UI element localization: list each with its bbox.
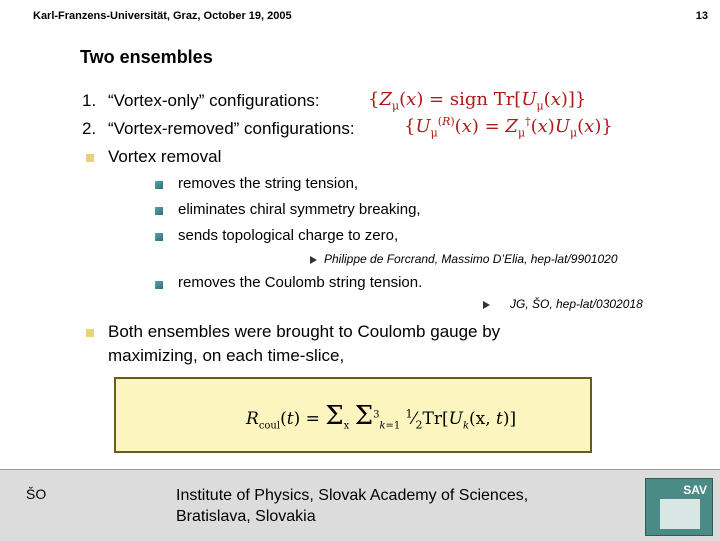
institute-line-1: Institute of Physics, Slovak Academy of Sciences, <box>176 487 529 504</box>
sub-item: removes the Coulomb string tension. <box>178 274 423 291</box>
item-number: 1. <box>82 91 97 110</box>
institute-text <box>176 485 528 527</box>
reference: JG, ŠO, hep-lat/0302018 <box>510 297 643 311</box>
sub-bullet-icon <box>155 181 163 189</box>
institute-line-2: Bratislava, Slovakia <box>176 508 316 525</box>
bullet-icon <box>86 329 94 337</box>
item-text: “Vortex-removed” configurations: <box>108 119 355 138</box>
sub-item: eliminates chiral symmetry breaking, <box>178 201 421 218</box>
reference: Philippe de Forcrand, Massimo D’Elia, hep-lat/9901020 <box>324 252 618 266</box>
sub-item: sends topological charge to zero, <box>178 227 399 244</box>
sub-bullet-icon <box>155 233 163 241</box>
sav-logo <box>645 478 713 536</box>
slide-title: Two ensembles <box>80 47 213 67</box>
both-text: Both ensembles were brought to Coulomb gauge by maximizing, on each time-slice, <box>108 322 501 365</box>
logo-graphic <box>660 499 700 529</box>
formula: $R_{coul}(t) = \Sigma_x$ $\Sigma^3_{k=1}$ $^1⁄_2Tr[U_k(x$, t)] <box>246 401 517 432</box>
formula-box <box>114 377 592 453</box>
sub-bullet-icon <box>155 281 163 289</box>
arrow-icon <box>310 256 317 264</box>
math-vortex-removed: $\{U_\mu^{(R)}(x) = Z_\mu^\dagger(x)U_\mu(x)\}$ <box>404 115 613 140</box>
page-number: 13 <box>695 10 708 22</box>
arrow-icon <box>483 301 490 309</box>
bullet-icon <box>86 154 94 162</box>
item-text: “Vortex-only” configurations: <box>108 91 320 110</box>
math-vortex-only: {$Z_\mu(x)$ = sign $Tr[U_\mu(x)]$} <box>368 89 587 113</box>
vortex-removal-label: Vortex removal <box>108 147 222 166</box>
sub-bullet-icon <box>155 207 163 215</box>
header-text: Karl-Franzens-Universität, Graz, October 19, 2005 <box>33 10 292 22</box>
item-number: 2. <box>82 119 97 138</box>
logo-text: SAV <box>683 483 707 497</box>
footer <box>0 469 720 541</box>
author-initials: ŠO <box>26 486 47 502</box>
sub-item: removes the string tension, <box>178 175 359 192</box>
